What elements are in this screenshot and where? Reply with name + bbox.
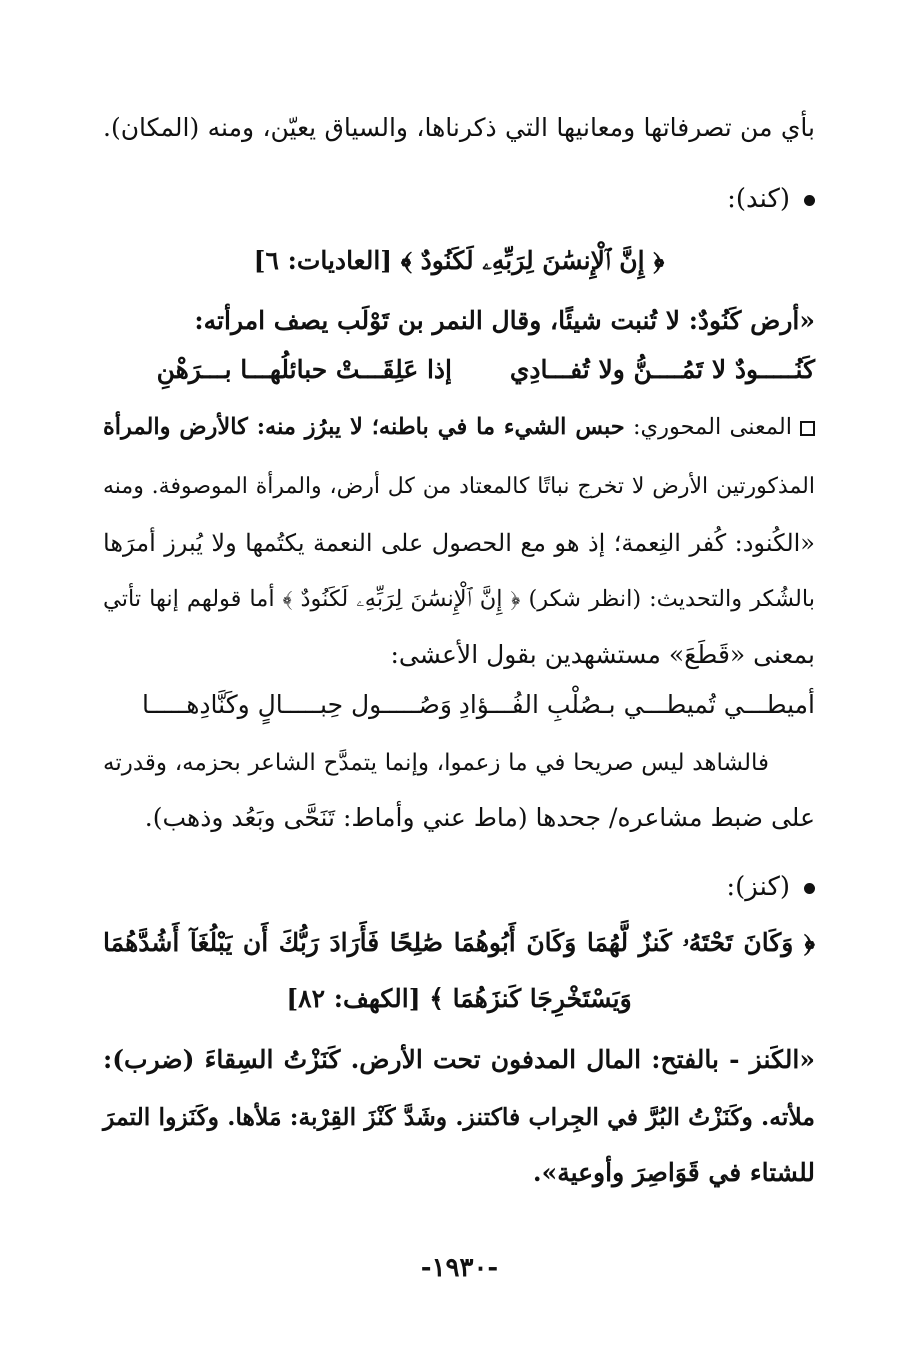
text-line-13: على ضبط مشاعره/ جحدها (ماط عني وأماط: تَنَحَّى وبَعُد وذهب). — [144, 803, 815, 832]
quran-verse-1: ﴿ إِنَّ ٱلْإِنسَٰنَ لِرَبِّهِۦ لَكَنُودٌ ﴾ [العاديات: ٦] — [253, 246, 665, 275]
text-line-9: بالشُكر والتحديث: (انظر شكر) ﴿ إِنَّ ٱلْإِنسَٰنَ لِرَبِّهِۦ لَكَنُودٌ ﴾ أما قولهم إنها تأتي — [103, 586, 815, 612]
entry-heading-label: (كند): — [727, 184, 790, 214]
poem-hemistich-1a: كَنُـــــودٌ لا تَمُــــنُّ ولا تُفـــادِي — [509, 355, 815, 384]
pivotal-meaning-label: المعنى المحوري: — [632, 414, 793, 440]
quran-verse-2-line-1: ﴿ وَكَانَ تَحْتَهُۥ كَنزٌ لَّهُمَا وَكَانَ أَبُوهُمَا صَٰلِحًا فَأَرَادَ رَبُّكَ أَن يَبْلُغَآ أَشُدَّهُمَا — [103, 928, 815, 957]
page-number: -١٩٣٠- — [420, 1253, 499, 1283]
entry-heading-knz — [726, 862, 815, 912]
poem-hemistich-2b: وَصُـــــول حِبـــــالٍ وكَنَّادِهـــــا — [142, 690, 452, 719]
text-line-7: المذكورتين الأرض لا تخرج نباتًا كالمعتاد من كل أرض، والمرأة الموصوفة. ومنه — [103, 474, 815, 499]
text-line-4: «أرض كَنُودٌ: لا تُنبت شيئًا، وقال النمر بن تَوْلَب يصف امرأته: — [194, 306, 815, 335]
quran-verse-2-line-2: وَيَسْتَخْرِجَا كَنزَهُمَا ﴾ [الكهف: ٨٢] — [286, 984, 632, 1013]
poem-hemistich-2a: أميطـــي تُميطـــي بـصُلْبِ الفُـــؤادِ — [458, 690, 815, 719]
text-line-12: فالشاهد ليس صريحا في ما زعموا، وإنما يتمدَّح الشاعر بحزمه، وقدرته — [103, 750, 769, 776]
entry-heading-label: (كنز): — [726, 872, 790, 902]
text-line-10: بمعنى «قَطَعَ» مستشهدين بقول الأعشى: — [390, 640, 815, 669]
text-line-17: «الكَنز - بالفتح: المال المدفون تحت الأرض. كَنَزْتُ السِقاءَ (ضرب): — [103, 1045, 815, 1074]
text-line-18: ملأته. وكَنَزْتُ البُرَّ في الجِراب فاكتنز. وشَدَّ كَنْزَ القِرْبة: مَلأها. وكَنَزوا التمرَ — [103, 1103, 815, 1131]
text-line-8: «الكُنود: كُفر النِعمة؛ إذ هو مع الحصول على النعمة يكتُمها ولا يُبرز أمرَها — [103, 529, 815, 557]
pivotal-meaning-text: حبس الشيء ما في باطنه؛ لا يبرُز منه: كالأرض والمرأة — [103, 414, 625, 440]
text-line-19: للشتاء في قَوَاصِرَ وأوعية». — [532, 1158, 815, 1187]
bullet-icon — [804, 883, 815, 894]
text-line-6 — [103, 402, 815, 452]
text-line-1: بأي من تصرفاتها ومعانيها التي ذكرناها، والسياق يعيّن، ومنه (المكان). — [103, 113, 815, 142]
square-icon — [800, 421, 815, 436]
entry-heading-knd — [727, 174, 815, 224]
poem-hemistich-1b: إذا عَلِقَـــتْ حبائلُهـــا بـــرَهْنِ — [156, 355, 452, 384]
bullet-icon — [804, 195, 815, 206]
